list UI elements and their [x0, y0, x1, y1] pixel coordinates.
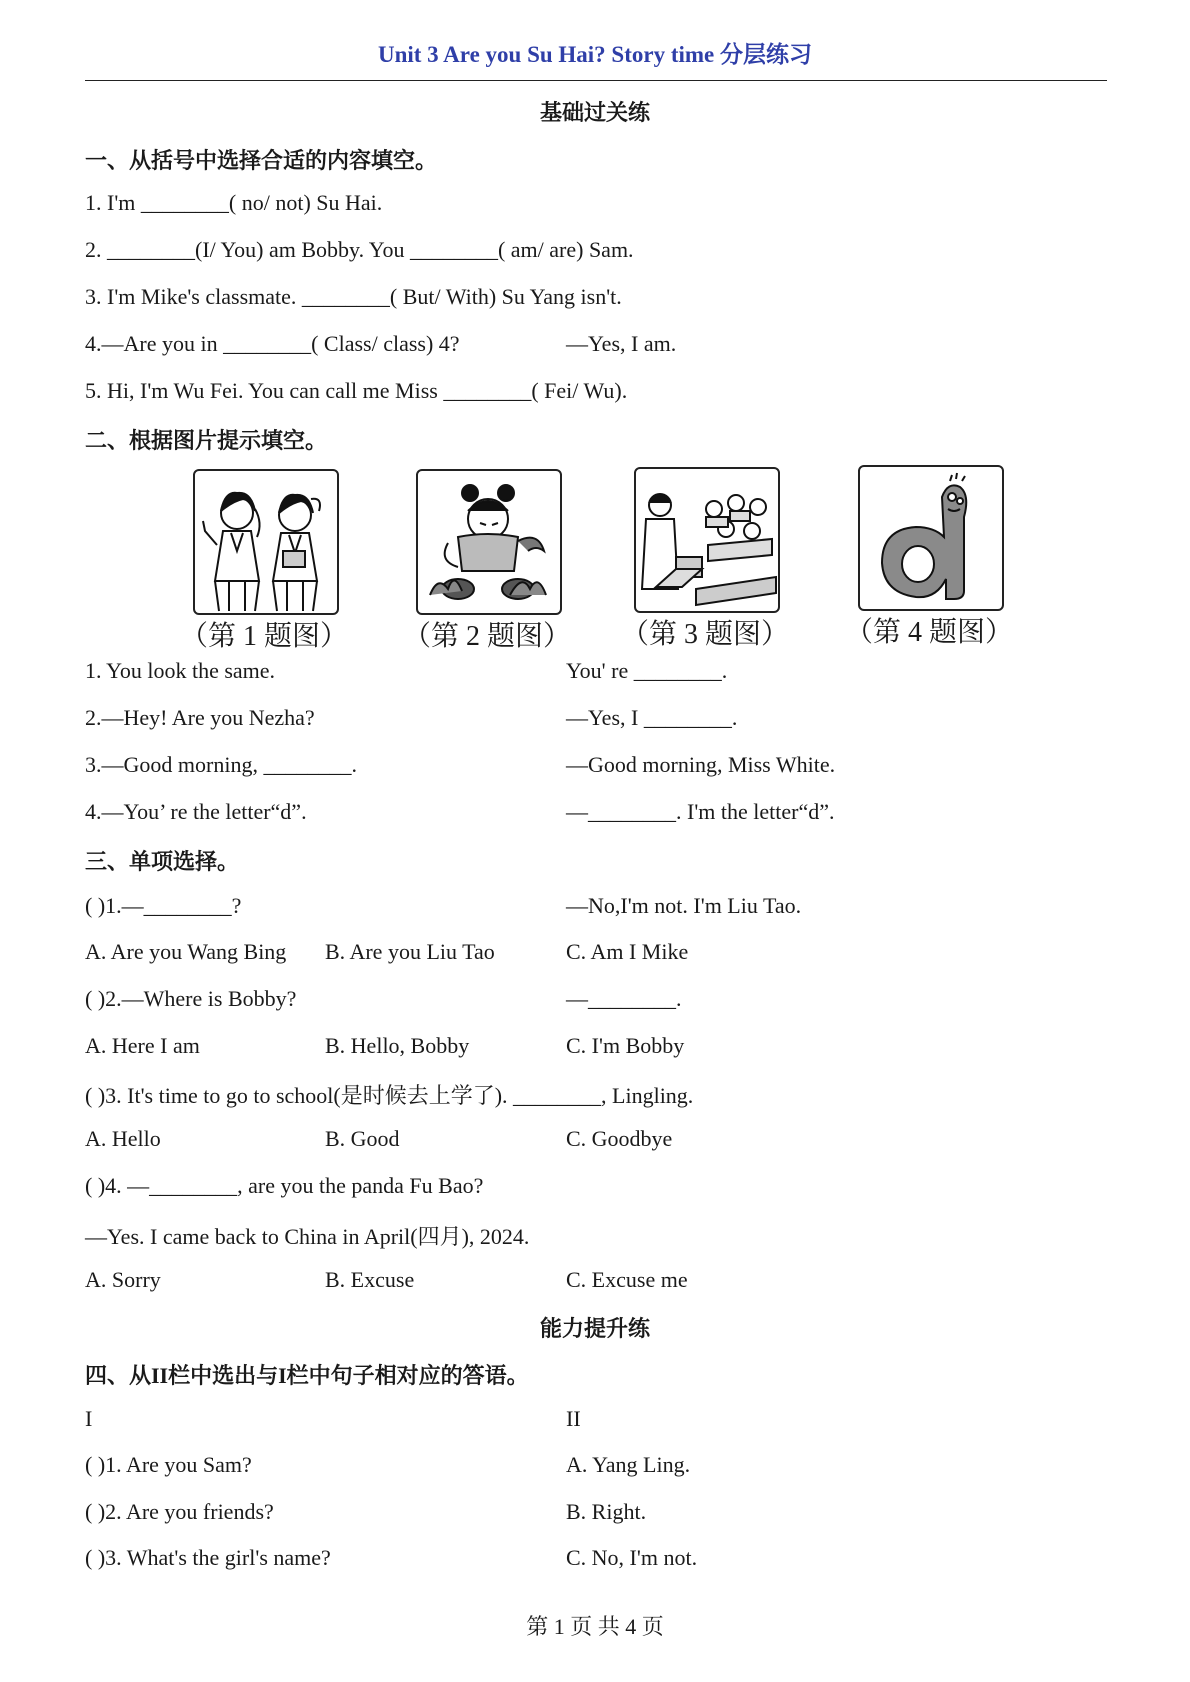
s3-q1-option-b: B. Are you Liu Tao — [325, 939, 495, 964]
s3-q1-option-a: A. Are you Wang Bing — [85, 939, 287, 964]
s4-row-3-left: ( )3. What's the girl's name? — [85, 1545, 331, 1570]
s3-q3-option-b: B. Good — [325, 1126, 400, 1151]
level-heading-advanced: 能力提升练 — [539, 1316, 650, 1341]
section-1-heading: 一、从括号中选择合适的内容填空。 — [85, 148, 438, 173]
s3-q1-option-c: C. Am I Mike — [566, 939, 689, 964]
picture-nezha — [416, 469, 562, 615]
caption-pic-1: （第 1 题图） — [179, 621, 348, 652]
s2-row-1-left: 1. You look the same. — [85, 658, 276, 683]
section-4-heading: 四、从II栏中选出与I栏中句子相对应的答语。 — [85, 1363, 529, 1388]
s3-q3-stem: ( )3. It's time to go to school(是时候去上学了). ________, Lingling. — [85, 1083, 694, 1108]
s1-item-4: 4.—Are you in ________( Class/ class) 4? — [85, 331, 460, 356]
caption-pic-2: （第 2 题图） — [402, 621, 571, 652]
s2-row-3-right: —Good morning, Miss White. — [566, 752, 836, 777]
s1-item-3: 3. I'm Mike's classmate. ________( But/ With) Su Yang isn't. — [85, 284, 622, 309]
s1-item-4-reply: —Yes, I am. — [566, 331, 677, 356]
s2-row-4-right: —________. I'm the letter“d”. — [566, 799, 835, 824]
s3-q1-reply: —No,I'm not. I'm Liu Tao. — [566, 893, 802, 918]
s3-q2-option-a: A. Here I am — [85, 1033, 200, 1058]
s3-q4-option-b: B. Excuse — [325, 1267, 415, 1292]
s3-q3-option-c: C. Goodbye — [566, 1126, 673, 1151]
s3-q4-stem: ( )4. —________, are you the panda Fu Bao? — [85, 1173, 484, 1198]
section-3-heading: 三、单项选择。 — [85, 849, 240, 874]
s4-column-2-label: II — [566, 1406, 581, 1431]
s3-q4-option-a: A. Sorry — [85, 1267, 161, 1292]
s2-row-3-left: 3.—Good morning, ________. — [85, 752, 357, 777]
s2-row-1-right: You' re ________. — [566, 658, 728, 683]
s3-q2-option-c: C. I'm Bobby — [566, 1033, 685, 1058]
s3-q3-option-a: A. Hello — [85, 1126, 161, 1151]
s3-q4-reply: —Yes. I came back to China in April(四月), 2024. — [85, 1224, 530, 1249]
section-2-heading: 二、根据图片提示填空。 — [85, 428, 328, 453]
s4-row-1-right: A. Yang Ling. — [566, 1452, 691, 1477]
s2-row-2-left: 2.—Hey! Are you Nezha? — [85, 705, 315, 730]
picture-twin-girls — [193, 469, 339, 615]
header-divider — [85, 80, 1107, 81]
s3-q4-option-c: C. Excuse me — [566, 1267, 688, 1292]
page-number-footer: 第 1 页 共 4 页 — [526, 1614, 664, 1639]
s4-column-1-label: I — [85, 1406, 93, 1431]
picture-letter-d — [858, 465, 1004, 611]
caption-pic-3: （第 3 题图） — [620, 619, 789, 650]
s3-q2-stem: ( )2.—Where is Bobby? — [85, 986, 297, 1011]
s3-q1-stem: ( )1.—________? — [85, 893, 242, 918]
s2-row-2-right: —Yes, I ________. — [566, 705, 738, 730]
s4-row-3-right: C. No, I'm not. — [566, 1545, 698, 1570]
s2-row-4-left: 4.—You’ re the letter“d”. — [85, 799, 307, 824]
s1-item-5: 5. Hi, I'm Wu Fei. You can call me Miss ________( Fei/ Wu). — [85, 378, 628, 403]
s1-item-1: 1. I'm ________( no/ not) Su Hai. — [85, 190, 383, 215]
s1-item-2: 2. ________(I/ You) am Bobby. You ________( am/ are) Sam. — [85, 237, 634, 262]
document-header-title: Unit 3 Are you Su Hai? Story time 分层练习 — [377, 42, 813, 67]
caption-pic-4: （第 4 题图） — [844, 617, 1013, 648]
s4-row-2-right: B. Right. — [566, 1499, 647, 1524]
picture-classroom — [634, 467, 780, 613]
s4-row-1-left: ( )1. Are you Sam? — [85, 1452, 252, 1477]
s3-q2-option-b: B. Hello, Bobby — [325, 1033, 470, 1058]
s4-row-2-left: ( )2. Are you friends? — [85, 1499, 274, 1524]
s3-q2-reply: —________. — [566, 986, 682, 1011]
level-heading-basic: 基础过关练 — [539, 100, 650, 125]
